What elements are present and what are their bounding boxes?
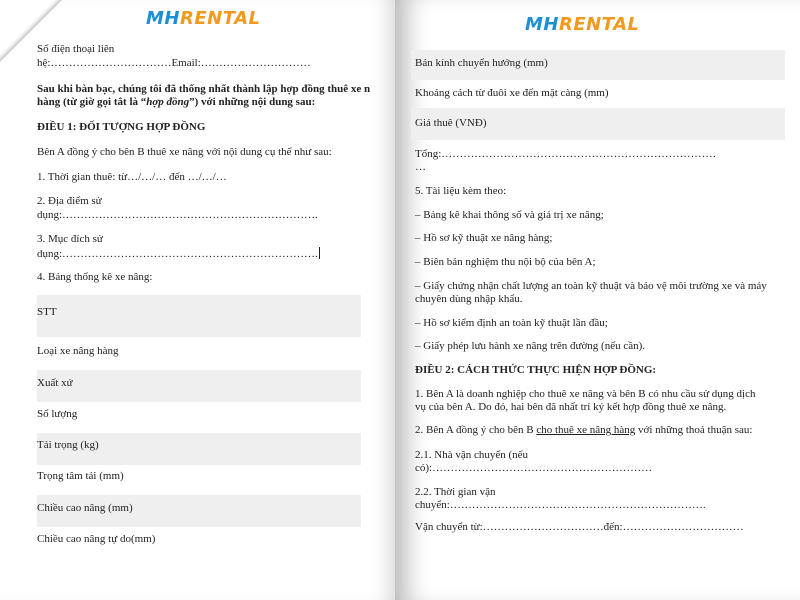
table-row: Tải trọng (kg) bbox=[37, 439, 99, 451]
article-2-para-2: 2. Bên A đồng ý cho bên B cho thuê xe nâng hàng với những thoả thuận sau: bbox=[415, 424, 753, 436]
article-2-title: ĐIỀU 2: CÁCH THỨC THỰC HIỆN HỢP ĐỒNG: bbox=[415, 364, 657, 376]
table-row: Xuất xứ bbox=[37, 377, 73, 389]
table-row: STT bbox=[37, 306, 57, 318]
article-1-intro: Bên A đồng ý cho bên B thuê xe nâng với nội dung cụ thể như sau: bbox=[37, 146, 332, 158]
table-row: Khoảng cách từ đuôi xe đến mặt càng (mm) bbox=[415, 87, 609, 99]
transport-route-line: Vận chuyển từ:……………………………đến:…………………………… bbox=[415, 521, 744, 533]
list-item: – Giấy chứng nhận chất lượng an toàn kỹ thuật và bảo vệ môi trường xe và máy bbox=[415, 280, 767, 292]
agreement-text: Sau khi bàn bạc, chúng tôi đã thống nhất thành lập hợp đồng thuê xe n bbox=[37, 83, 371, 95]
transport-time-line: chuyển:……………………………………………………………. bbox=[415, 499, 706, 511]
list-item: chuyên dùng nhập khẩu. bbox=[415, 293, 523, 305]
text-cursor bbox=[319, 247, 320, 259]
purpose-line: dụng:……………………………………………………………. bbox=[37, 248, 318, 260]
article-2-para-1: 1. Bên A là doanh nghiệp cho thuê xe nâng và bên B có nhu cầu sử dụng dịch bbox=[415, 388, 756, 400]
list-item: – Hồ sơ kiểm định an toàn kỹ thuật lần đầu; bbox=[415, 317, 608, 329]
agreement-text-2: hàng (từ giờ gọi tắt là “hợp đồng”) với những nội dung sau: bbox=[37, 96, 316, 108]
purpose-label: 3. Mục đích sử bbox=[37, 233, 103, 245]
right-page bbox=[395, 0, 800, 600]
table-row: Chiều cao nâng (mm) bbox=[37, 502, 133, 514]
table-row: Trọng tâm tải (mm) bbox=[37, 470, 124, 482]
table-row: Loại xe nâng hàng bbox=[37, 345, 119, 357]
phone-label: Số điện thoại liên bbox=[37, 43, 115, 55]
list-item: – Giấy phép lưu hành xe nâng trên đường (nếu cần). bbox=[415, 340, 646, 352]
carrier-label: 2.1. Nhà vận chuyển (nếu bbox=[415, 449, 529, 461]
table-row: Giá thuê (VNĐ) bbox=[415, 117, 487, 129]
total-line: Tổng:………………………………………………………………… bbox=[415, 148, 717, 160]
phone-email-line: hệ:……………………………Email:………………………… bbox=[37, 57, 311, 69]
brand-logo: MHRENTAL bbox=[525, 14, 640, 35]
location-line: dụng:……………………………………………………………. bbox=[37, 209, 318, 221]
list-item: – Biên bản nghiệm thu nội bộ của bên A; bbox=[415, 256, 596, 268]
table-row: Số lượng bbox=[37, 408, 78, 420]
brand-logo: MHRENTAL bbox=[146, 8, 261, 29]
table-row-bg bbox=[37, 295, 361, 337]
rental-period: 1. Thời gian thuê: từ…/…/… đến …/…/… bbox=[37, 171, 227, 183]
article-1-title: ĐIỀU 1: ĐỐI TƯỢNG HỢP ĐỒNG bbox=[37, 121, 206, 133]
location-label: 2. Địa điểm sử bbox=[37, 195, 102, 207]
forklift-table-title: 4. Bảng thống kê xe nâng: bbox=[37, 271, 153, 283]
table-row: Bán kính chuyển hướng (mm) bbox=[415, 57, 548, 69]
left-page bbox=[0, 0, 395, 600]
rental-link[interactable]: cho thuê xe nâng hàng bbox=[536, 424, 636, 436]
table-row: Chiều cao nâng tự do(mm) bbox=[37, 533, 156, 545]
transport-time-label: 2.2. Thời gian vận bbox=[415, 486, 496, 498]
list-item: – Bảng kê khai thông số và giá trị xe nâng; bbox=[415, 209, 604, 221]
article-2-para-1b: vụ của bên A. Do đó, hai bên đã nhất trí ký kết hợp đồng thuê xe nâng. bbox=[415, 401, 727, 413]
attachments-title: 5. Tài liệu kèm theo: bbox=[415, 185, 507, 197]
total-line-cont: … bbox=[415, 161, 426, 173]
table-row-bg bbox=[37, 370, 361, 402]
list-item: – Hồ sơ kỹ thuật xe nâng hàng; bbox=[415, 232, 553, 244]
carrier-line: có):…………………………………………………… bbox=[415, 462, 653, 474]
